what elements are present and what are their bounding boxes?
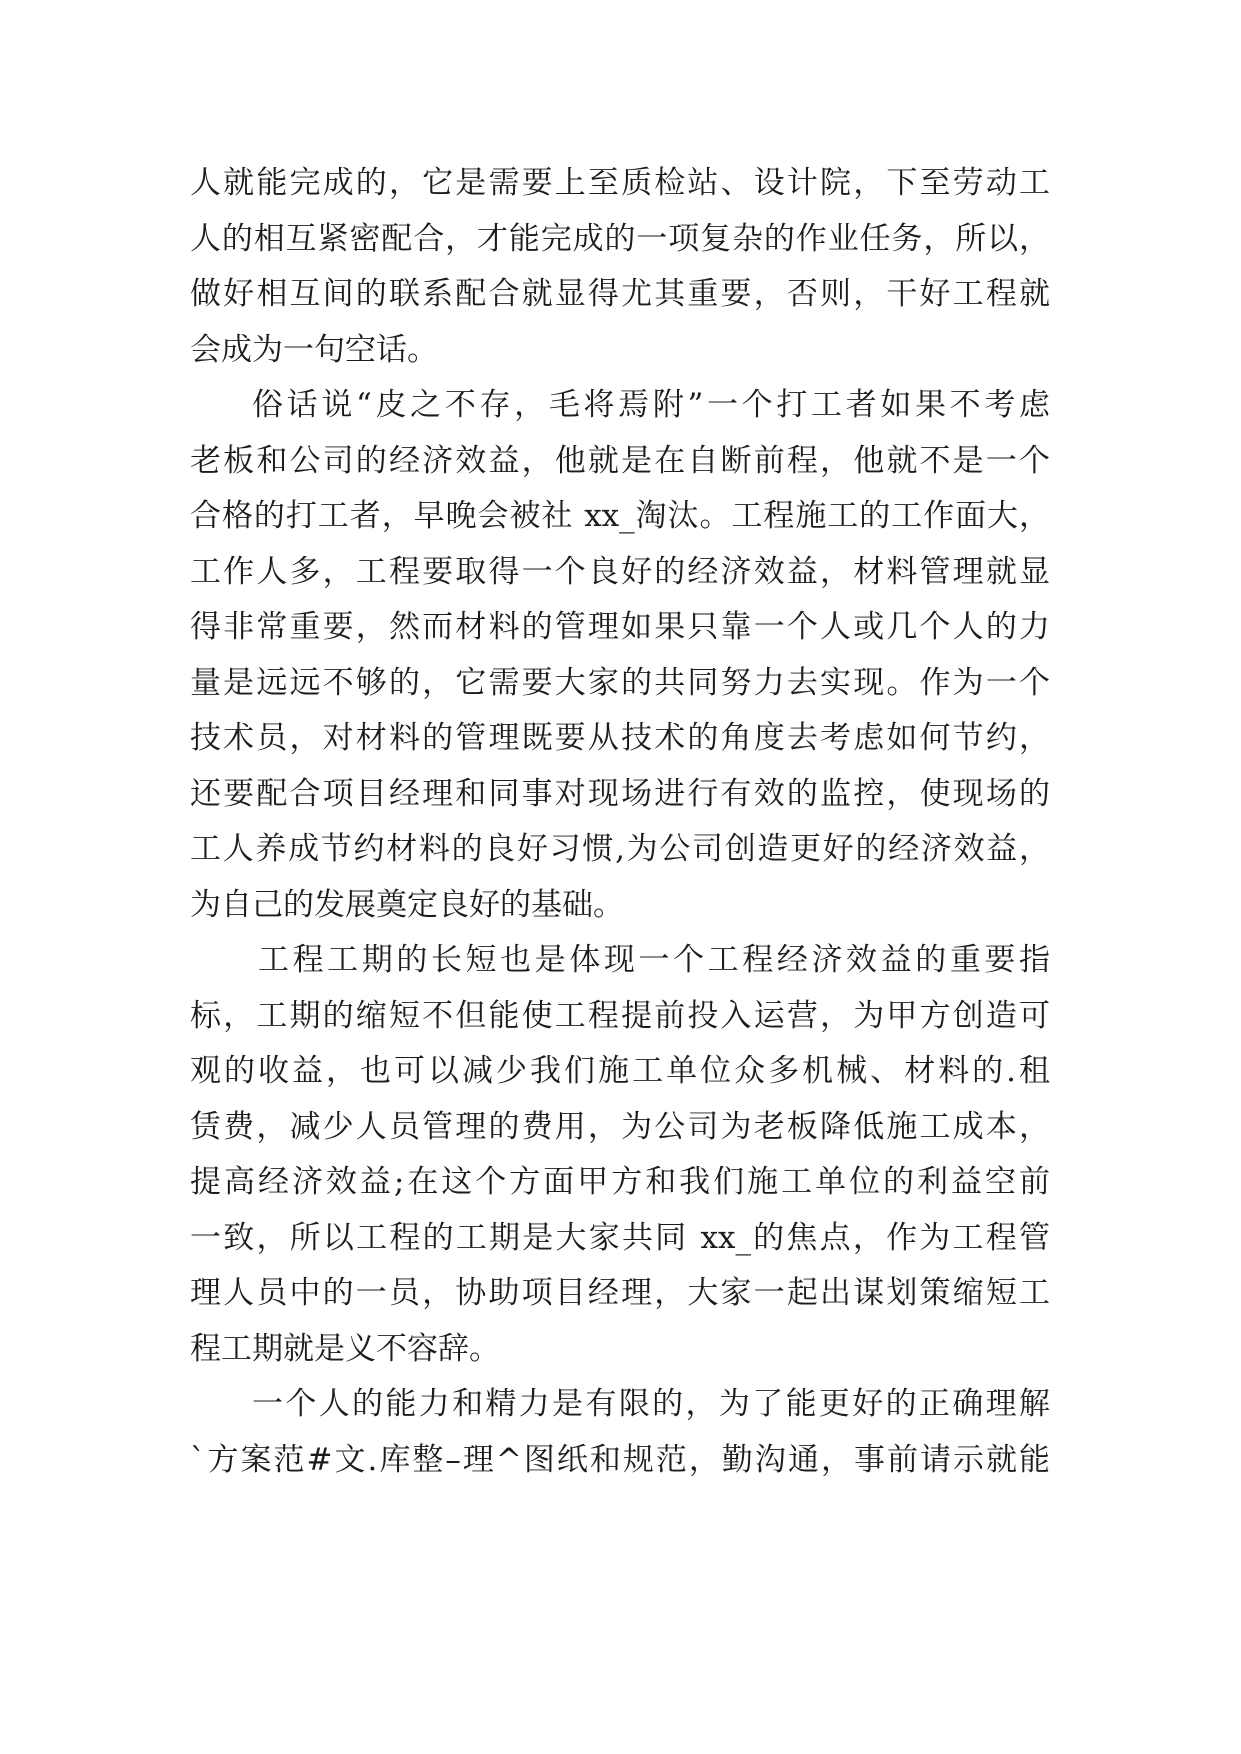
- text-line: 量是远远不够的，它需要大家的共同努力去实现。作为一个: [190, 664, 1050, 701]
- text-line: 提高经济效益;在这个方面甲方和我们施工单位的利益空前: [190, 1164, 1050, 1200]
- text-line: 观的收益，也可以减少我们施工单位众多机械、材料的.租: [190, 1053, 1050, 1089]
- text-line: 人的相互紧密配合，才能完成的一项复杂的作业任务，所以，: [190, 220, 1050, 257]
- paragraph-first-line: 俗话说“皮之不存，毛将焉附”一个打工者如果不考虑: [252, 387, 1050, 423]
- text-line: 工人养成节约材料的良好习惯,为公司创造更好的经济效益，: [190, 831, 1050, 867]
- text-line: 工作人多，工程要取得一个良好的经济效益，材料管理就显: [190, 553, 1050, 590]
- text-line: 一致，所以工程的工期是大家共同 xx_的焦点，作为工程管: [190, 1219, 1050, 1256]
- text-line: 人就能完成的，它是需要上至质检站、设计院，下至劳动工: [190, 165, 1050, 201]
- text-line: 赁费，减少人员管理的费用，为公司为老板降低施工成本，: [190, 1108, 1050, 1145]
- text-line: 标，工期的缩短不但能使工程提前投入运营，为甲方创造可: [190, 997, 1050, 1034]
- text-line: 程工期就是义不容辞。: [190, 1330, 500, 1367]
- text-line: 做好相互间的联系配合就显得尤其重要，否则，干好工程就: [190, 276, 1050, 312]
- text-line: 会成为一句空话。: [190, 331, 438, 368]
- text-line: 合格的打工者，早晚会被社 xx_淘汰。工程施工的工作面大，: [190, 498, 1050, 534]
- text-line: 还要配合项目经理和同事对现场进行有效的监控，使现场的: [190, 775, 1050, 812]
- paragraph-first-line: 一个人的能力和精力是有限的，为了能更好的正确理解: [252, 1386, 1050, 1422]
- text-line: 为自己的发展奠定良好的基础。: [190, 886, 624, 923]
- text-line: 老板和公司的经济效益，他就是在自断前程，他就不是一个: [190, 442, 1050, 479]
- text-line: 得非常重要，然而材料的管理如果只靠一个人或几个人的力: [190, 609, 1050, 645]
- text-line: `方案范#文.库整–理^图纸和规范，勤沟通，事前请示就能: [190, 1441, 1050, 1478]
- paragraph-first-line: 工程工期的长短也是体现一个工程经济效益的重要指: [258, 942, 1050, 978]
- text-line: 技术员，对材料的管理既要从技术的角度去考虑如何节约，: [190, 720, 1050, 756]
- text-line: 理人员中的一员，协助项目经理，大家一起出谋划策缩短工: [190, 1275, 1050, 1311]
- body-text: [190, 156, 1050, 1488]
